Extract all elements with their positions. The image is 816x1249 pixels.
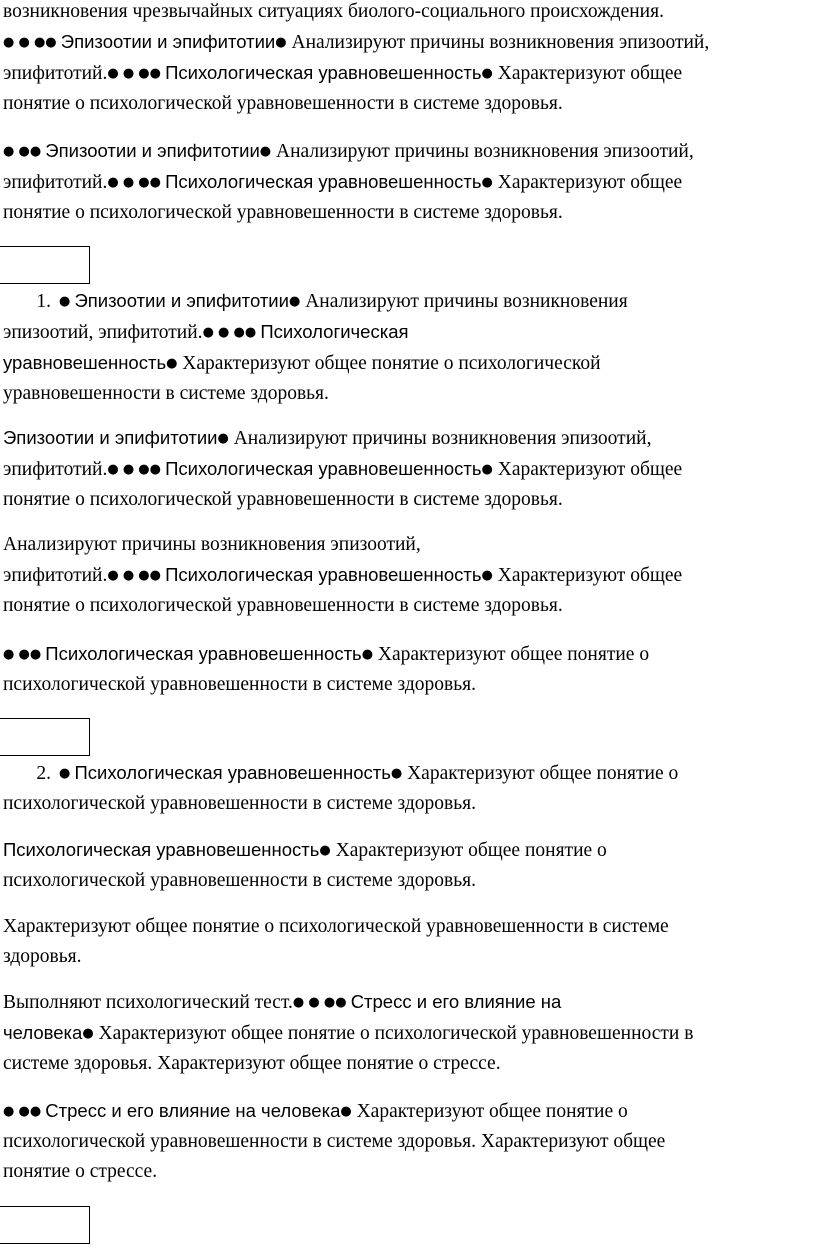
empty-cell-box xyxy=(0,1206,90,1244)
paragraph xyxy=(3,1096,808,1187)
bullet-icon: ● ● ●● xyxy=(107,175,166,190)
bullet-icon: ● ● ●● xyxy=(202,325,261,340)
bullet-icon: ● xyxy=(166,356,178,371)
body-text: Характеризуют общее понятие о xyxy=(351,1101,628,1122)
heading-text: Психологическая уравновешенность xyxy=(165,564,482,585)
bullet-icon: ● xyxy=(319,843,331,858)
text-line xyxy=(3,27,808,58)
bullet-icon: ● ● ●● xyxy=(3,35,61,50)
text-line xyxy=(3,987,808,1018)
text-line: понятие о психологической уравновешенности в системе здоровья. xyxy=(3,595,563,616)
heading-text: Психологическая xyxy=(260,321,409,342)
text-line: психологической уравновешенности в системе здоровья. xyxy=(3,870,476,891)
text-line: здоровья. xyxy=(3,946,82,967)
body-text: Характеризуют общее xyxy=(492,565,683,586)
heading-text: Стресс и его влияние на xyxy=(350,991,562,1012)
body-text: эпифитотий. xyxy=(3,459,108,480)
bullet-icon: ● xyxy=(288,294,301,309)
text-line: психологической уравновешенности в системе здоровья. Характеризуют общее xyxy=(3,1131,666,1152)
bullet-icon: ● ●● xyxy=(3,144,46,159)
bullet-icon: ● xyxy=(275,35,287,50)
body-text: Характеризуют общее xyxy=(492,63,683,84)
body-text: Характеризуют общее понятие о психологической xyxy=(177,353,601,374)
heading-text: Психологическая уравновешенность xyxy=(3,839,320,860)
numbered-paragraph xyxy=(3,758,808,819)
heading-text: Эпизоотии и эпифитотии xyxy=(74,290,289,311)
list-number: 1. xyxy=(36,291,51,312)
bullet-icon: ● ● ●● xyxy=(107,66,166,81)
bullet-icon: ● ● ●● xyxy=(107,462,166,477)
body-text: Характеризуют общее понятие о xyxy=(330,840,607,861)
heading-text: Эпизоотии и эпифитотии xyxy=(45,140,260,161)
text-line: уравновешенности в системе здоровья. xyxy=(3,383,329,404)
paragraph xyxy=(3,639,808,700)
bullet-icon: ● xyxy=(361,647,374,662)
list-number: 2. xyxy=(36,763,51,784)
text-line xyxy=(3,1096,808,1127)
heading-text: Эпизоотии и эпифитотии xyxy=(3,427,218,448)
bullet-icon: ● xyxy=(82,1026,94,1041)
bullet-icon: ● xyxy=(390,766,403,781)
bullet-icon: ● ●● xyxy=(3,647,46,662)
text-line xyxy=(3,58,808,89)
heading-text: Психологическая уравновешенность xyxy=(165,62,482,83)
bullet-icon: ● xyxy=(340,1104,352,1119)
body-text: Характеризуют общее xyxy=(492,172,683,193)
bullet-icon: ● xyxy=(59,294,75,309)
text-line xyxy=(3,286,808,317)
text-line xyxy=(3,317,808,348)
text-line: Анализируют причины возникновения эпизоотий, xyxy=(3,534,421,555)
body-text: Характеризуют общее понятие о xyxy=(373,644,650,665)
bullet-icon: ● xyxy=(481,568,493,583)
text-line xyxy=(3,136,808,167)
text-line xyxy=(3,639,808,670)
text-line: Характеризуют общее понятие о психологической уравновешенности в системе xyxy=(3,916,669,937)
text-line: понятие о психологической уравновешенности в системе здоровья. xyxy=(3,202,563,223)
body-text: эпифитотий. xyxy=(3,63,108,84)
body-text: Характеризуют общее понятие о психологической уравновешенности в xyxy=(93,1023,694,1044)
numbered-paragraph xyxy=(3,286,808,409)
bullet-icon: ● ●● xyxy=(3,1104,46,1119)
body-text: Анализируют причины возникновения xyxy=(300,291,628,312)
text-line xyxy=(3,758,808,789)
body-text: Выполняют психологический тест. xyxy=(3,992,293,1013)
body-text: Характеризуют общее понятие о xyxy=(402,763,679,784)
body-text: Анализируют причины возникновения эпизоотий, xyxy=(228,428,652,449)
paragraph xyxy=(3,912,808,972)
bullet-icon: ● xyxy=(481,66,493,81)
text-line: психологической уравновешенности в системе здоровья. xyxy=(3,793,476,814)
bullet-icon: ● ● ●● xyxy=(107,568,166,583)
text-line xyxy=(3,167,808,198)
body-text: эпизоотий, эпифитотий. xyxy=(3,322,203,343)
bullet-icon: ● ● ●● xyxy=(292,995,351,1010)
paragraph xyxy=(3,423,808,515)
heading-text: Психологическая уравновешенность xyxy=(45,643,362,664)
heading-text: Эпизоотии и эпифитотии xyxy=(60,31,276,52)
paragraph xyxy=(3,136,808,228)
bullet-icon: ● xyxy=(259,144,272,159)
body-text: Характеризуют общее xyxy=(492,459,683,480)
heading-text: Психологическая уравновешенность xyxy=(165,171,482,192)
text-line: понятие о психологической уравновешенности в системе здоровья. xyxy=(3,489,563,510)
bullet-icon: ● xyxy=(481,462,493,477)
empty-cell-box xyxy=(0,718,90,756)
body-text: Анализируют причины возникновения эпизоотий, xyxy=(286,32,710,53)
text-line xyxy=(3,348,808,379)
heading-text: Психологическая уравновешенность xyxy=(165,458,482,479)
heading-text: уравновешенность xyxy=(3,352,167,373)
bullet-icon: ● xyxy=(217,431,229,446)
heading-text: человека xyxy=(3,1022,83,1043)
text-line xyxy=(3,1018,808,1049)
body-text: эпифитотий. xyxy=(3,565,108,586)
text-line xyxy=(3,835,808,866)
paragraph xyxy=(3,530,808,621)
text-line xyxy=(3,423,808,454)
text-line: системе здоровья. Характеризуют общее понятие о стрессе. xyxy=(3,1053,501,1074)
body-text: эпифитотий. xyxy=(3,172,108,193)
text-line xyxy=(3,560,808,591)
heading-text: Стресс и его влияние на человека xyxy=(45,1100,341,1121)
text-line: возникновения чрезвычайных ситуациях биолого-социального происхождения. xyxy=(3,1,664,22)
paragraph xyxy=(3,835,808,896)
paragraph xyxy=(3,0,808,119)
heading-text: Психологическая уравновешенность xyxy=(74,762,391,783)
text-line: понятие о стрессе. xyxy=(3,1161,158,1182)
bullet-icon: ● xyxy=(481,175,493,190)
paragraph xyxy=(3,987,808,1079)
text-line xyxy=(3,454,808,485)
text-line: психологической уравновешенности в системе здоровья. xyxy=(3,674,476,695)
body-text: Анализируют причины возникновения эпизоотий, xyxy=(271,141,694,162)
empty-cell-box xyxy=(0,246,90,284)
bullet-icon: ● xyxy=(59,766,75,781)
text-line: понятие о психологической уравновешенности в системе здоровья. xyxy=(3,93,563,114)
